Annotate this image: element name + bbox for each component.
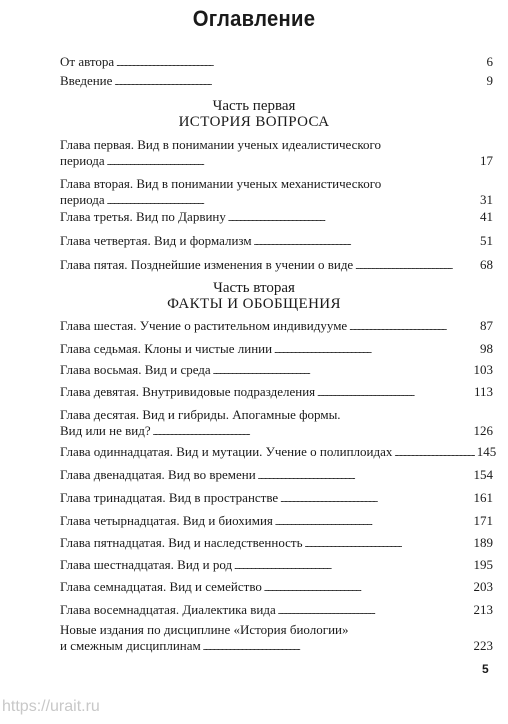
page-number: 5 xyxy=(482,662,489,676)
toc-entry-chapter-14[interactable] xyxy=(60,513,493,529)
toc-entry-page: 51 xyxy=(480,233,493,248)
toc-entry-text: Глава четырнадцатая. Вид и биохимия xyxy=(60,513,273,528)
toc-entry-text: Глава пятая. Позднейшие изменения в учении о виде xyxy=(60,257,354,272)
toc-entry-chapter-13[interactable] xyxy=(60,490,493,506)
toc-entry-text: От автора xyxy=(60,54,115,69)
toc-entry-chapter-18[interactable] xyxy=(60,602,493,618)
toc-entry-chapter-12[interactable] xyxy=(60,467,493,483)
toc-entry-from-author[interactable] xyxy=(60,54,493,70)
page-title: Оглавление xyxy=(192,6,316,31)
toc-entry-page: 113 xyxy=(473,384,493,399)
dot-leader xyxy=(317,384,472,397)
toc-entry-page: 31 xyxy=(480,192,493,207)
dot-leader xyxy=(258,467,472,480)
toc-entry-page: 213 xyxy=(473,602,493,617)
part2-title: ФАКТЫ И ОБОБЩЕНИЯ xyxy=(167,296,341,312)
toc-entry-chapter-10[interactable] xyxy=(60,407,493,439)
toc-entry-page: 41 xyxy=(480,209,493,224)
toc-entry-text: Глава восемнадцатая. Диалектика вида xyxy=(60,602,276,617)
dot-leader xyxy=(228,209,478,222)
dot-leader xyxy=(274,341,478,354)
toc-entry-text-line2: периода xyxy=(60,192,105,207)
toc-entry-chapter-3[interactable] xyxy=(60,209,493,225)
toc-entry-page: 9 xyxy=(486,73,493,88)
toc-entry-chapter-7[interactable] xyxy=(60,341,493,357)
part1-caption: Часть первая xyxy=(212,98,296,114)
toc-entry-text-line2: Вид или не вид? xyxy=(60,423,151,438)
toc-entry-chapter-9[interactable] xyxy=(60,384,493,400)
toc-entry-chapter-17[interactable] xyxy=(60,579,493,595)
part2-caption: Часть вторая xyxy=(213,280,295,296)
toc-entry-text: Глава тринадцатая. Вид в пространстве xyxy=(60,490,279,505)
toc-entry-page: 103 xyxy=(473,362,493,377)
toc-entry-text-line1: Новые издания по дисциплине «История биологии» xyxy=(60,622,349,637)
toc-entry-chapter-6[interactable] xyxy=(60,318,493,334)
dot-leader xyxy=(355,257,478,270)
dot-leader xyxy=(153,423,472,436)
dot-leader xyxy=(114,73,483,86)
toc-entry-chapter-8[interactable] xyxy=(60,362,493,378)
toc-entry-text: Глава седьмая. Клоны и чистые линии xyxy=(60,341,273,356)
dot-leader xyxy=(264,579,472,592)
dot-leader xyxy=(234,557,471,570)
toc-entry-text: Глава шестнадцатая. Вид и род xyxy=(60,557,233,572)
toc-entry-text: Глава третья. Вид по Дарвину xyxy=(60,209,226,224)
toc-entry-text-line1: Глава вторая. Вид в понимании ученых механистического xyxy=(60,176,382,191)
toc-entry-chapter-5[interactable] xyxy=(60,257,493,273)
toc-entry-page: 68 xyxy=(480,257,493,272)
toc-entry-text-line1: Глава первая. Вид в понимании ученых идеалистического xyxy=(60,137,382,152)
dot-leader xyxy=(213,362,472,375)
toc-entry-text-line2: и смежным дисциплинам xyxy=(60,638,201,653)
dot-leader xyxy=(107,153,478,166)
toc-entry-page: 17 xyxy=(480,153,493,168)
toc-entry-chapter-16[interactable] xyxy=(60,557,493,573)
dot-leader xyxy=(203,638,472,651)
toc-entry-text: Глава шестая. Учение о растительном индивидууме xyxy=(60,318,348,333)
toc-entry-introduction[interactable] xyxy=(60,73,493,89)
toc-entry-text: Глава двенадцатая. Вид во времени xyxy=(60,467,256,482)
toc-entry-text: Глава девятая. Внутривидовые подразделения xyxy=(60,384,316,399)
dot-leader xyxy=(107,192,478,205)
toc-entry-chapter-1[interactable] xyxy=(60,137,493,169)
toc-entry-page: 223 xyxy=(473,638,493,653)
toc-entry-page: 154 xyxy=(473,467,493,482)
dot-leader xyxy=(116,54,483,67)
toc-entry-page: 145 xyxy=(476,444,497,459)
dot-leader xyxy=(275,513,472,526)
watermark-url: https://urait.ru xyxy=(2,698,100,715)
toc-entry-chapter-2[interactable] xyxy=(60,176,493,208)
dot-leader xyxy=(278,602,472,615)
toc-entry-text-line1: Глава десятая. Вид и гибриды. Апогамные формы. xyxy=(60,407,341,422)
toc-entry-page: 189 xyxy=(473,535,493,550)
dot-leader xyxy=(349,318,478,331)
toc-entry-page: 98 xyxy=(480,341,493,356)
toc-entry-page: 161 xyxy=(473,490,493,505)
toc-entry-chapter-11[interactable] xyxy=(60,444,497,460)
toc-entry-page: 6 xyxy=(486,54,493,69)
toc-entry-text: Глава восьмая. Вид и среда xyxy=(60,362,211,377)
toc-entry-text: Глава семнадцатая. Вид и семейство xyxy=(60,579,262,594)
toc-entry-page: 203 xyxy=(473,579,493,594)
dot-leader xyxy=(394,444,474,457)
toc-entry-text-line2: периода xyxy=(60,153,105,168)
toc-entry-text: Введение xyxy=(60,73,113,88)
toc-entry-page: 195 xyxy=(473,557,493,572)
dot-leader xyxy=(254,233,478,246)
dot-leader xyxy=(305,535,472,548)
toc-entry-page: 87 xyxy=(480,318,493,333)
toc-entry-text: Глава пятнадцатая. Вид и наследственность xyxy=(60,535,303,550)
toc-entry-text: Глава одиннадцатая. Вид и мутации. Учение о полиплоидах xyxy=(60,444,393,459)
toc-entry-page: 126 xyxy=(473,423,493,438)
toc-entry-text: Глава четвертая. Вид и формализм xyxy=(60,233,252,248)
toc-entry-chapter-4[interactable] xyxy=(60,233,493,249)
toc-entry-chapter-15[interactable] xyxy=(60,535,493,551)
part1-title: ИСТОРИЯ ВОПРОСА xyxy=(178,114,330,130)
dot-leader xyxy=(280,490,471,503)
toc-entry-page: 171 xyxy=(473,513,493,528)
toc-entry-new-editions[interactable] xyxy=(60,622,493,654)
